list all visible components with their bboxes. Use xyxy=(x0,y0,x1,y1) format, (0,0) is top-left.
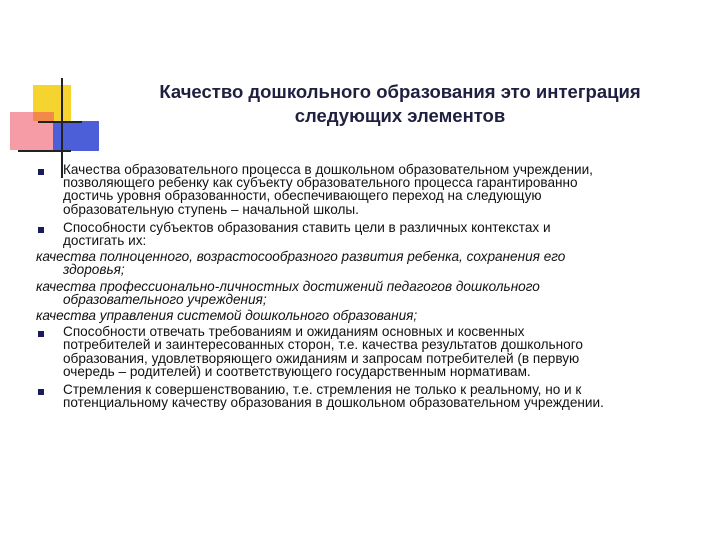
bullet-item xyxy=(36,383,712,409)
bullet-item xyxy=(36,325,712,378)
text-line: здоровья; xyxy=(63,262,125,278)
text-line: образования, удовлетворяющего ожиданиям и запросам потребителей (в первую xyxy=(63,350,580,366)
text-line: Способности субъектов образования ставить цели в различных контекстах и xyxy=(63,219,551,235)
text-line: образовательную ступень – начальной школы. xyxy=(63,201,359,217)
decor-blue-square xyxy=(53,121,99,151)
text-line: позволяющего ребенку как субъекту образовательного процесса гарантированно xyxy=(63,175,578,191)
text-line: Способности отвечать требованиям и ожиданиям основных и косвенных xyxy=(63,324,525,340)
text-line: достичь уровня образованности, обеспечивающего переход на следующую xyxy=(63,188,542,204)
decor-horizontal-line-lower xyxy=(18,150,71,152)
square-bullet-icon xyxy=(38,227,44,233)
text-line: достигать их: xyxy=(63,233,147,249)
text-line: образовательного учреждения; xyxy=(63,291,267,307)
italic-item xyxy=(36,250,712,276)
decor-horizontal-line xyxy=(38,121,82,123)
text-line: качества полноценного, возрастосообразного развития ребенка, сохранения его xyxy=(36,249,566,265)
title-line-1: Качество дошкольного образования это интеграция xyxy=(159,81,641,102)
bullet-item xyxy=(36,221,712,247)
text-line: качества профессионально-личностных достижений педагогов дошкольного xyxy=(36,278,540,294)
text-line: Качества образовательного процесса в дошкольном образовательном учреждении, xyxy=(63,162,593,177)
title-line-2: следующих элементов xyxy=(294,105,506,126)
italic-item xyxy=(36,309,712,322)
square-bullet-icon xyxy=(38,331,44,337)
square-bullet-icon xyxy=(38,169,44,175)
text-line: потребителей и заинтересованных сторон, т.е. качества результатов дошкольного xyxy=(63,337,583,353)
square-bullet-icon xyxy=(38,389,44,395)
slide-title xyxy=(100,80,700,128)
bullet-item xyxy=(36,163,712,216)
slide-body xyxy=(36,163,712,409)
italic-item xyxy=(36,280,712,306)
decor-red-square xyxy=(10,112,54,150)
text-line: очередь – родителей) и соответствующего государственным нормативам. xyxy=(63,363,531,379)
text-line: потенциальному качеству образования в дошкольном образовательном учреждении. xyxy=(63,395,604,411)
text-line: Стремления к совершенствованию, т.е. стремления не только к реальному, но и к xyxy=(63,382,582,398)
text-line: качества управления системой дошкольного образования; xyxy=(36,308,418,324)
